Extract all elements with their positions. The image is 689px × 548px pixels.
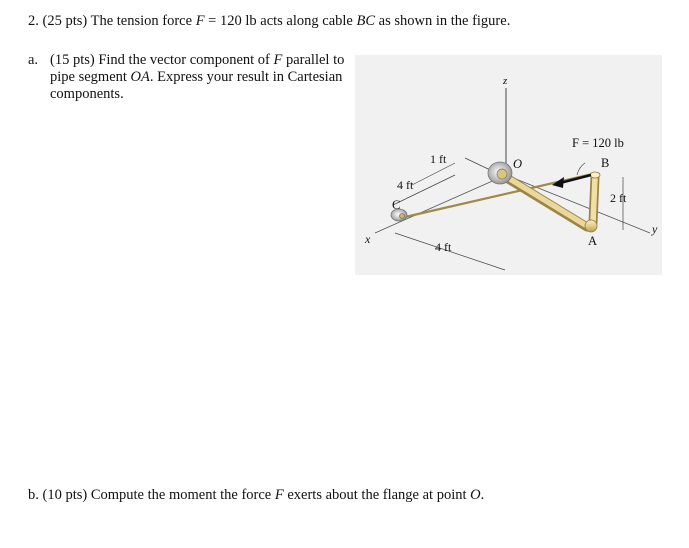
part-a-label: a. (28, 52, 39, 68)
part-a-text-2-end: . Express your result in Cartesian (149, 69, 343, 85)
part-a-segment-symbol: OA (130, 69, 150, 85)
z-axis-label: z (503, 75, 508, 87)
force-symbol: F (195, 13, 205, 29)
pipe-ab-highlight (593, 177, 595, 223)
point-a-label: A (588, 234, 598, 248)
elbow-a (585, 220, 597, 232)
flange-o-hub (497, 169, 507, 179)
part-b-label: b. (28, 487, 39, 503)
question-points: (25 pts) (42, 13, 88, 29)
part-a-text-2: pipe segment (50, 69, 131, 85)
part-a-line-2 (50, 69, 344, 86)
question-number: 2. (28, 13, 39, 29)
part-b-text-mid: exerts about the flange at point (283, 487, 471, 503)
question-text-2: = 120 lb acts along cable (204, 13, 357, 29)
x-axis-label: x (365, 232, 371, 246)
part-a-text-end: parallel to (282, 52, 345, 68)
part-a-line-3: components. (50, 86, 124, 102)
point-o-label: O (513, 157, 523, 171)
force-label: F = 120 lb (572, 136, 624, 150)
dim-label-2ft: 2 ft (610, 191, 627, 205)
question-text-3: as shown in the figure. (375, 13, 511, 29)
y-axis-label: y (652, 222, 658, 236)
pipe-assembly-figure (355, 55, 662, 275)
dim-label-4ft-bottom: 4 ft (435, 240, 452, 254)
part-b-text-end: . (480, 487, 485, 503)
part-a-text: (15 pts) Find the vector component of (50, 52, 274, 68)
dim-label-1ft: 1 ft (430, 152, 447, 166)
part-b-text: (10 pts) Compute the moment the force (42, 487, 275, 503)
part-b-point-symbol: O (470, 487, 481, 503)
dim-label-4ft-left: 4 ft (397, 178, 414, 192)
anchor-c-eye (400, 214, 405, 219)
part-a-body (50, 52, 344, 103)
part-a-force-symbol: F (273, 52, 283, 68)
cable-symbol: BC (356, 13, 376, 29)
cap-b (590, 172, 600, 178)
part-b (28, 487, 484, 504)
part-b-force-symbol: F (274, 487, 284, 503)
point-b-label: B (601, 156, 610, 170)
point-c-label: C (392, 198, 401, 212)
question-text: The tension force (90, 13, 196, 29)
question-title (28, 13, 510, 30)
part-a-line-1 (50, 52, 344, 69)
